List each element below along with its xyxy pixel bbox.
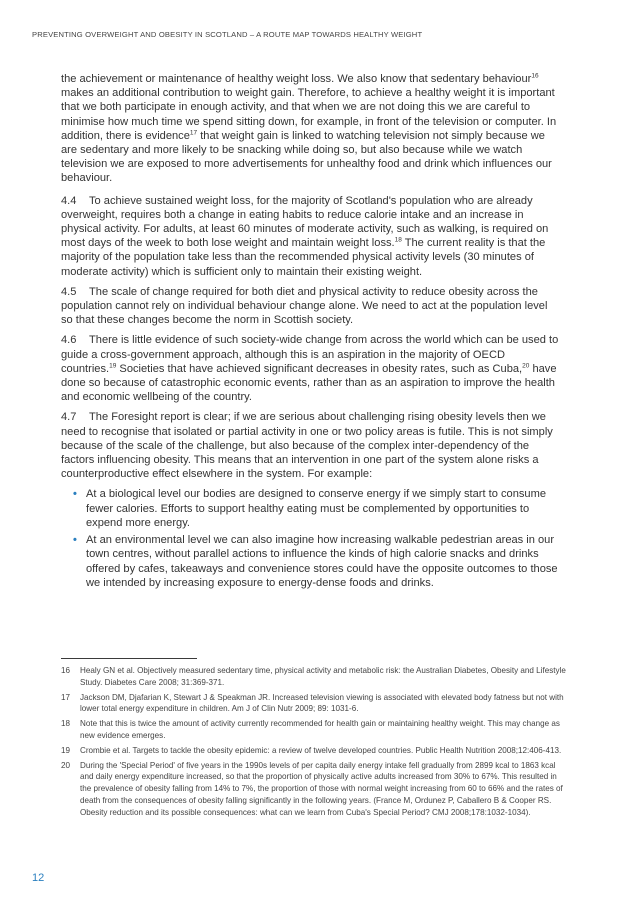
text-run: The Foresight report is clear; if we are serious about challenging rising obesity levels then we need to recognise that isolated or partial activity in one or two policy areas is futile. This is not simply because of the scale of the challenge, but also because of the complex inter-dependency of the factors influencing obesity. This means that an intervention in one part of the system alone risks a counterproductive effect elsewhere in the system. For example: xyxy=(61,411,553,481)
footnote-text: Crombie et al. Targets to tackle the obesity epidemic: a review of twelve developed countries. Public Health Nutrition 2008;12:406-413. xyxy=(80,745,562,755)
text-run: have done so because of catastrophic economic events, rather than as an aspiration to improve the health and economic wellbeing of the country. xyxy=(61,362,557,404)
body-text xyxy=(61,72,561,593)
footnote-number: 17 xyxy=(61,692,71,702)
page-number: 12 xyxy=(32,872,45,884)
list-item-text: At an environmental level we can also imagine how increasing walkable pedestrian areas in our town centres, without parallel actions to influence the kinds of high calorie snacks and drinks offered by cafes, takeaways and convenience stores could have the opposite outcomes to those we intended by increasing exposure to energy-dense foods and drinks. xyxy=(86,534,558,589)
footnote xyxy=(61,692,566,716)
text-run: that weight gain is linked to watching television not simply because we are sedentary and more likely to be snacking while doing so, but also because while we watch television we are exposed to more advertisements for unhealthy food and drink which influences our behaviour. xyxy=(61,129,552,185)
footnote-text: During the 'Special Period' of five years in the 1990s levels of per capita daily energy intake fell gradually from 2899 kcal to 1863 kcal and daily energy expenditure increased, so that the proportion of physically active adults increased from 30% to 67%. This resulted in the prevalence of obesity falling from 14% to 7%, the proportion of those with normal weight increasing from 60 to 66% and the rates of death from the consequences of obesity falling significantly in the following years. (France M, Ordunez P, Caballero B & Cooper RS. Obesity reduction and its possible consequences: what can we learn from Cuba's Special Period? CMJ 2008;178:1032-1034). xyxy=(80,760,563,817)
paragraph-intro xyxy=(61,72,561,186)
text-run: There is little evidence of such society-wide change from across the world which can be used to guide a cross-government approach, although this is an aspiration in the majority of OECD countries. xyxy=(61,334,559,375)
footnote xyxy=(61,665,566,689)
footnote xyxy=(61,745,566,757)
text-run: The current reality is that the majority of the population take less than the recommended physical activity levels (30 minutes of moderate activity) which is sufficient only to maintain their existing weight. xyxy=(61,237,546,278)
footnote-ref[interactable]: 20 xyxy=(522,362,530,370)
footnote-text: Note that this is twice the amount of activity currently recommended for health gain or maintaining healthy weight. This may change as new evidence emerges. xyxy=(80,719,560,740)
footnote-ref[interactable]: 16 xyxy=(531,72,539,80)
bullet-list xyxy=(61,487,561,589)
paragraph-number: 4.7 xyxy=(61,411,77,424)
footnotes xyxy=(61,665,566,822)
footnote-text: Jackson DM, Djafarian K, Stewart J & Speakman JR. Increased television viewing is associated with elevated body fatness but not with lower total energy expenditure in children. Am J of Clin Nutr 2009; 89: 1031-6. xyxy=(80,692,564,714)
footnote-number: 19 xyxy=(61,745,71,755)
footnote-divider xyxy=(61,658,197,659)
text-run: Societies that have achieved significant decreases in obesity rates, such as Cuba, xyxy=(116,362,523,375)
list-item-text: At a biological level our bodies are designed to conserve energy if we simply start to consume fewer calories. Efforts to support healthy eating must be complemented by opportunities to expend more energy. xyxy=(86,488,547,529)
paragraph-number: 4.4 xyxy=(61,194,77,207)
running-header: PREVENTING OVERWEIGHT AND OBESITY IN SCOTLAND – A ROUTE MAP TOWARDS HEALTHY WEIGHT xyxy=(32,30,423,39)
text-run: To achieve sustained weight loss, for the majority of Scotland's population who are already overweight, requires both a change in eating habits to reduce calorie intake and an increase in physical activity. For adults, at least 60 minutes of moderate activity, such as walking, is required on most days of the week to both lose weight and maintain weight loss. xyxy=(61,194,549,250)
paragraph-number: 4.6 xyxy=(61,334,77,347)
paragraph-4-7 xyxy=(61,410,561,481)
list-item xyxy=(73,533,561,590)
footnote-text: Healy GN et al. Objectively measured sedentary time, physical activity and metabolic risk: the Australian Diabetes, Obesity and Lifestyle Study. Diabetes Care 2008; 31:369-371. xyxy=(80,666,566,687)
footnote xyxy=(61,718,566,742)
footnote-number: 20 xyxy=(61,760,71,770)
footnote-ref[interactable]: 17 xyxy=(189,129,198,137)
list-item xyxy=(73,487,561,530)
paragraph-4-6 xyxy=(61,333,561,404)
footnote xyxy=(61,760,566,819)
text-run: makes an additional contribution to weight gain. Therefore, to achieve a healthy weight it is important that we both participate in enough activity, and that when we are not doing this we are careful to minimise how much time we spend sitting down, for example, in front of the television or computer. In addition, there is evidence xyxy=(61,87,557,142)
paragraph-number: 4.5 xyxy=(61,285,77,298)
footnote-ref[interactable]: 19 xyxy=(109,362,117,370)
bullet-icon: • xyxy=(73,488,77,501)
footnote-ref[interactable]: 18 xyxy=(394,236,402,244)
bullet-icon: • xyxy=(73,534,77,547)
text-run: the achievement or maintenance of healthy weight loss. We also know that sedentary behaviour xyxy=(61,73,532,85)
paragraph-4-4 xyxy=(61,194,561,279)
footnote-number: 18 xyxy=(61,719,71,729)
text-run: The scale of change required for both diet and physical activity to reduce obesity across the population cannot rely on individual behaviour change alone. We need to act at the population level so that these changes become the norm in Scottish society. xyxy=(61,285,548,327)
paragraph-4-5 xyxy=(61,285,561,328)
footnote-number: 16 xyxy=(61,666,71,675)
